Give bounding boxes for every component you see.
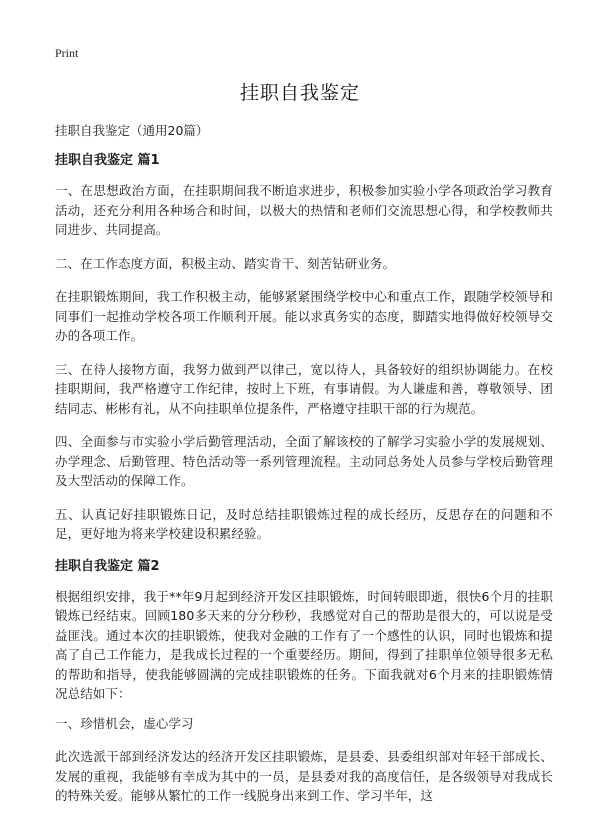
paragraph: 此次选派干部到经济发达的经济开发区挂职锻炼，是县委、县委组织部对年轻干部成长、发展的重视，我能够有幸成为其中的一员，是县委对我的高度信任，是各级领导对我成长的特殊关爱。能够从繁忙的工作一线脱身出来到工作、学习半年，这 <box>55 749 553 803</box>
paragraph: 一、珍惜机会，虚心学习 <box>55 715 194 731</box>
paragraph: 根据组织安排，我于**年9月起到经济开发区挂职锻炼，时间转眼即逝，很快6个月的挂职锻炼已经结束。回顾180多天来的分分秒秒，我感觉对自己的帮助是很大的，可以说是受益匪浅。通过本次的挂职锻炼，使我对金融的工作有了一个感性的认识，同时也锻炼和提高了自己工作能力，是我成长过程的一个重要经历。期间，得到了挂职单位领导很多无私的帮助和指导，使我能够圆满的完成挂职锻炼的任务。下面我就对6个月来的挂职锻炼情况总结如下： <box>55 588 553 701</box>
paragraph: 一、在思想政治方面，在挂职期间我不断追求进步，积极参加实验小学各项政治学习教育活动，还充分利用各种场合和时间，以极大的热情和老师们交流思想心得，和学校教师共同进步、共同提高。 <box>55 183 553 237</box>
document-subtitle: 挂职自我鉴定（通用20篇） <box>55 123 209 138</box>
page-title: 挂职自我鉴定 <box>239 82 360 104</box>
paragraph: 四、全面参与市实验小学后勤管理活动，全面了解该校的了解学习实验小学的发展规划、办学理念、后勤管理、特色活动等一系列管理流程。主动同总务处人员参与学校后勤管理及大型活动的保障工作。 <box>55 434 553 488</box>
print-link[interactable]: Print <box>55 46 79 60</box>
paragraph: 在挂职锻炼期间，我工作积极主动，能够紧紧围绕学校中心和重点工作，跟随学校领导和同事们一起推动学校各项工作顺利开展。能以求真务实的态度，脚踏实地得做好校领导交办的各项工作。 <box>55 289 553 343</box>
document-body <box>55 122 553 820</box>
paragraph: 二、在工作态度方面，积极主动、踏实肯干、刻苦钻研业务。 <box>55 255 396 271</box>
section-heading-1: 挂职自我鉴定 篇1 <box>55 153 160 168</box>
section-heading-2: 挂职自我鉴定 篇2 <box>55 558 160 574</box>
paragraph: 三、在待人接物方面，我努力做到严以律己，宽以待人，具备较好的组织协调能力。在校挂职期间，我严格遵守工作纪律，按时上下班，有事请假。为人谦虚和善，尊敬领导、团结同志、彬彬有礼，从不向挂职单位提条件，严格遵守挂职干部的行为规范。 <box>55 361 553 416</box>
paragraph: 五、认真记好挂职锻炼日记，及时总结挂职锻炼过程的成长经历，反思存在的问题和不足，更好地为将来学校建设积累经验。 <box>55 506 553 541</box>
